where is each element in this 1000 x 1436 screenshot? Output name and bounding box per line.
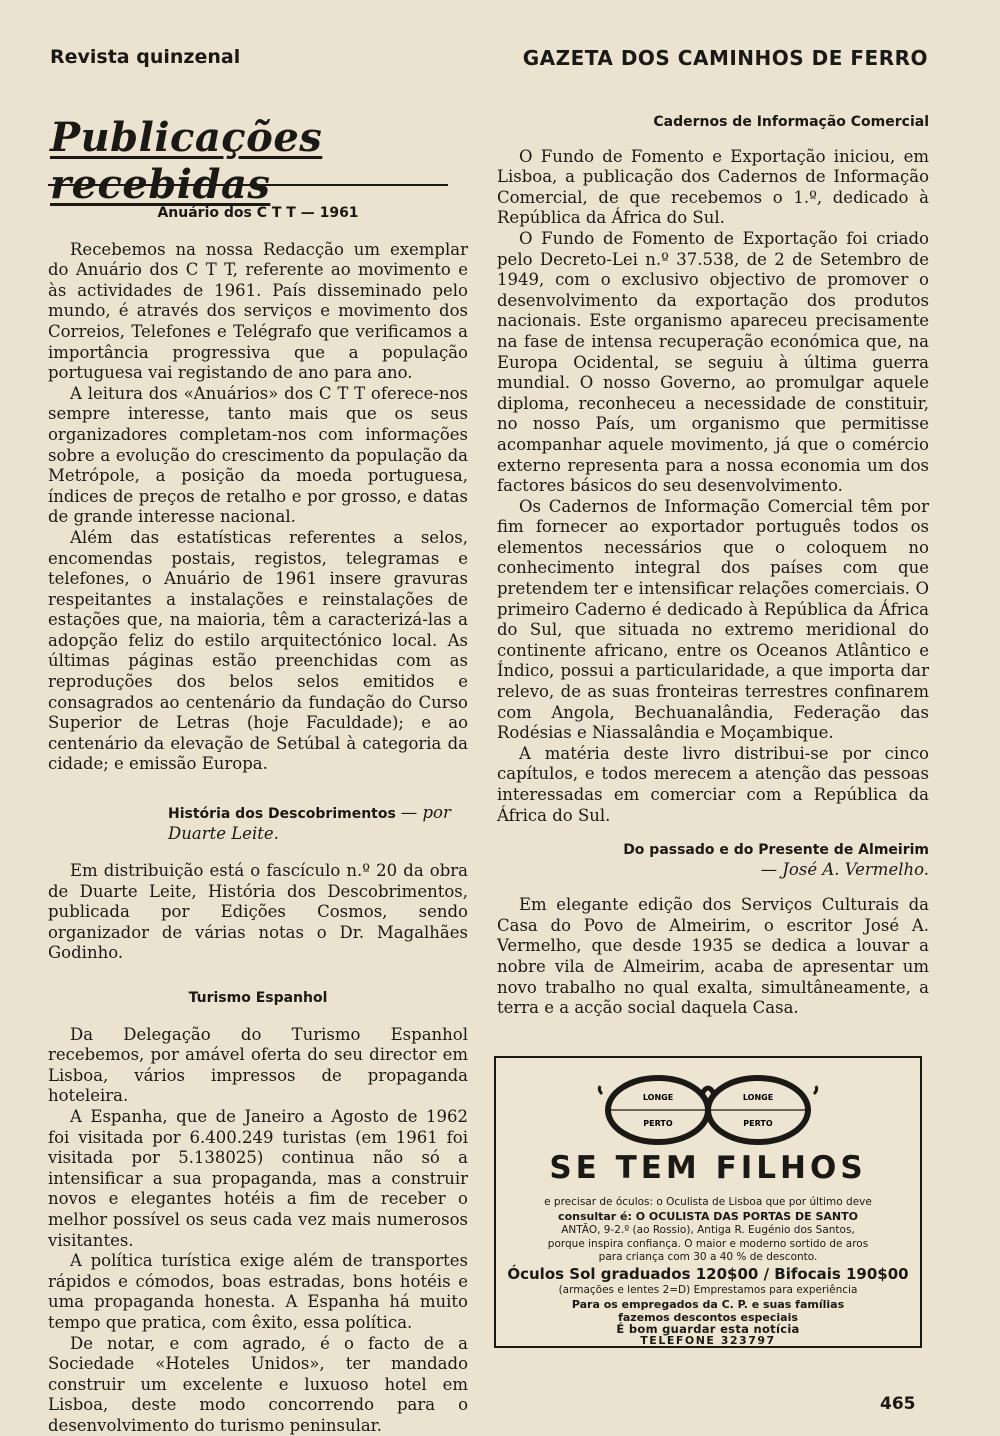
ad-text: fazemos descontos especiais (496, 1311, 920, 1324)
article-byline-historia: — por Duarte Leite. (168, 803, 451, 843)
article-heading-almeirim (497, 840, 929, 881)
article-paragraph: A leitura dos «Anuários» dos C T T oferece-nos sempre interesse, tanto mais que os seus organizadores completam-nos com informações sobre a evolução do crescimento da população da Metrópole, a posição da moeda portuguesa, índices de preços de retalho e por grosso, e datas de grande interesse nacional. (48, 384, 468, 528)
article-paragraph: Em elegante edição dos Serviços Culturais da Casa do Povo de Almeirim, o escritor José A. Vermelho, que desde 1935 se dedica a louvar a nobre vila de Almeirim, acaba de apresentar um novo trabalho no qual exalta, simultâneamente, a terra e a acção social daquela Casa. (497, 895, 929, 1019)
right-column (497, 112, 929, 1019)
ad-text: e precisar de óculos: o Oculista de Lisboa que por último deve (496, 1196, 920, 1208)
ad-text: Para os empregados da C. P. e suas famílias (496, 1298, 920, 1311)
ad-text: consultar é: O OCULISTA DAS PORTAS DE SANTO (496, 1210, 920, 1223)
article-title-anuario: Anuário dos C T T — 1961 (48, 203, 468, 224)
ad-text: porque inspira confiança. O maior e moderno sortido de aros (496, 1238, 920, 1250)
article-paragraph: O Fundo de Fomento e Exportação iniciou, em Lisboa, a publicação dos Cadernos de Informação Comercial, de que recebemos o 1.º, dedicado à República da África do Sul. (497, 147, 929, 229)
ad-text: (armações e lentes 2=D) Emprestamos para experiência (496, 1284, 920, 1296)
article-heading-historia (48, 803, 468, 845)
article-paragraph: A Espanha, que de Janeiro a Agosto de 1962 foi visitada por 6.400.249 turistas (em 1961 foi visitada por 5.138025) continua não só a intensificar a sua propaganda, mas a construir novos e elegantes hotéis a fim de receber o melhor possível os seus cada vez mais numerosos visitantes. (48, 1107, 468, 1251)
article-paragraph: De notar, e com agrado, é o facto de a Sociedade «Hoteles Unidos», ter mandado construir um excelente e luxuoso hotel em Lisboa, deste modo concorrendo para o desenvolvimento do turismo peninsular. (48, 1334, 468, 1436)
ad-text: ANTÃO, 9-2.º (ao Rossio), Antiga R. Eugénio dos Santos, (496, 1224, 920, 1236)
left-column (48, 203, 468, 1436)
article-paragraph: Além das estatísticas referentes a selos, encomendas postais, registos, telegramas e telefones, o Anuário de 1961 insere gravuras respeitantes a instalações e reinstalações de estações que, na maioria, têm a caracterizá-las a adopção feliz do estilo arquitectónico local. As últimas páginas estão preenchidas com as reproduções dos belos selos emitidos e consagrados ao centenário da fundação do Curso Superior de Letras (hoje Faculdade); e ao centenário da elevação de Setúbal à categoria da cidade; e emissão Europa. (48, 528, 468, 775)
section-title: Publicações recebidas (50, 114, 448, 208)
glasses-label: PERTO (743, 1119, 773, 1128)
magazine-frequency: Revista quinzenal (50, 46, 240, 68)
article-title-historia: História dos Descobrimentos (168, 806, 396, 822)
page-number: 465 (880, 1394, 916, 1414)
article-paragraph: A política turística exige além de transportes rápidos e cómodos, boas estradas, bons hotéis e uma propaganda honesta. A Espanha há muito tempo que pratica, com êxito, essa política. (48, 1251, 468, 1333)
ad-text: É bom guardar esta notícia (496, 1322, 920, 1336)
article-paragraph: Da Delegação do Turismo Espanhol recebemos, por amável oferta do seu director em Lisboa, vários impressos de propaganda hoteleira. (48, 1025, 468, 1107)
article-title-cadernos: Cadernos de Informação Comercial (497, 112, 929, 133)
glasses-icon (596, 1072, 820, 1146)
article-title-almeirim: Do passado e do Presente de Almeirim (623, 842, 929, 858)
ad-headline: SE TEM FILHOS (496, 1150, 920, 1186)
article-paragraph: Em distribuição está o fascículo n.º 20 da obra de Duarte Leite, História dos Descobrimentos, publicada por Edições Cosmos, sendo organizador de várias notas o Dr. Magalhães Godinho. (48, 861, 468, 964)
glasses-label: LONGE (743, 1093, 773, 1102)
magazine-title: GAZETA DOS CAMINHOS DE FERRO (523, 46, 928, 70)
glasses-label: PERTO (643, 1119, 673, 1128)
article-paragraph: O Fundo de Fomento de Exportação foi criado pelo Decreto-Lei n.º 37.538, de 2 de Setembro de 1949, com o exclusivo objectivo de promover o desenvolvimento da exportação dos produtos nacionais. Este organismo apareceu precisamente na fase de intensa recuperação económica que, na Europa Ocidental, se seguiu à última guerra mundial. O nosso Governo, ao promulgar aquele diploma, reconheceu a necessidade de constituir, no nosso País, um organismo que permitisse acompanhar aquele movimento, já que o comércio externo representa para a nossa economia um dos factores básicos do seu desenvolvimento. (497, 229, 929, 497)
ad-phone: TELEFONE 323797 (496, 1334, 920, 1347)
article-paragraph: Recebemos na nossa Redacção um exemplar do Anuário dos C T T, referente ao movimento e às actividades de 1961. País disseminado pelo mundo, é através dos serviços e movimento dos Correios, Telefones e Telégrafo que verificamos a importância progressiva que a população portuguesa vai registando de ano para ano. (48, 240, 468, 384)
article-byline-almeirim: — José A. Vermelho. (761, 860, 929, 879)
article-paragraph: Os Cadernos de Informação Comercial têm por fim fornecer ao exportador português todos os elementos necessários que o coloquem no conhecimento integral dos países com que pretendem ter e intensificar relações comerciais. O primeiro Caderno é dedicado à República da África do Sul, que situada no extremo meridional do continente africano, entre os Oceanos Atlântico e Índico, possui a particularidade, a que importa dar relevo, de as suas fronteiras terrestres confinarem com Angola, Bechuanalândia, Federação das Rodésias e Niassalândia e Moçambique. (497, 497, 929, 744)
optician-advertisement (494, 1056, 922, 1348)
ad-prices: Óculos Sol graduados 120$00 / Bifocais 190$00 (496, 1265, 920, 1283)
glasses-label: LONGE (643, 1093, 673, 1102)
article-paragraph: A matéria deste livro distribui-se por cinco capítulos, e todos merecem a atenção das pessoas interessadas em comerciar com a República da África do Sul. (497, 744, 929, 826)
ad-text: para criança com 30 a 40 % de desconto. (496, 1251, 920, 1263)
section-title-box (48, 96, 448, 186)
article-title-turismo: Turismo Espanhol (48, 988, 468, 1009)
